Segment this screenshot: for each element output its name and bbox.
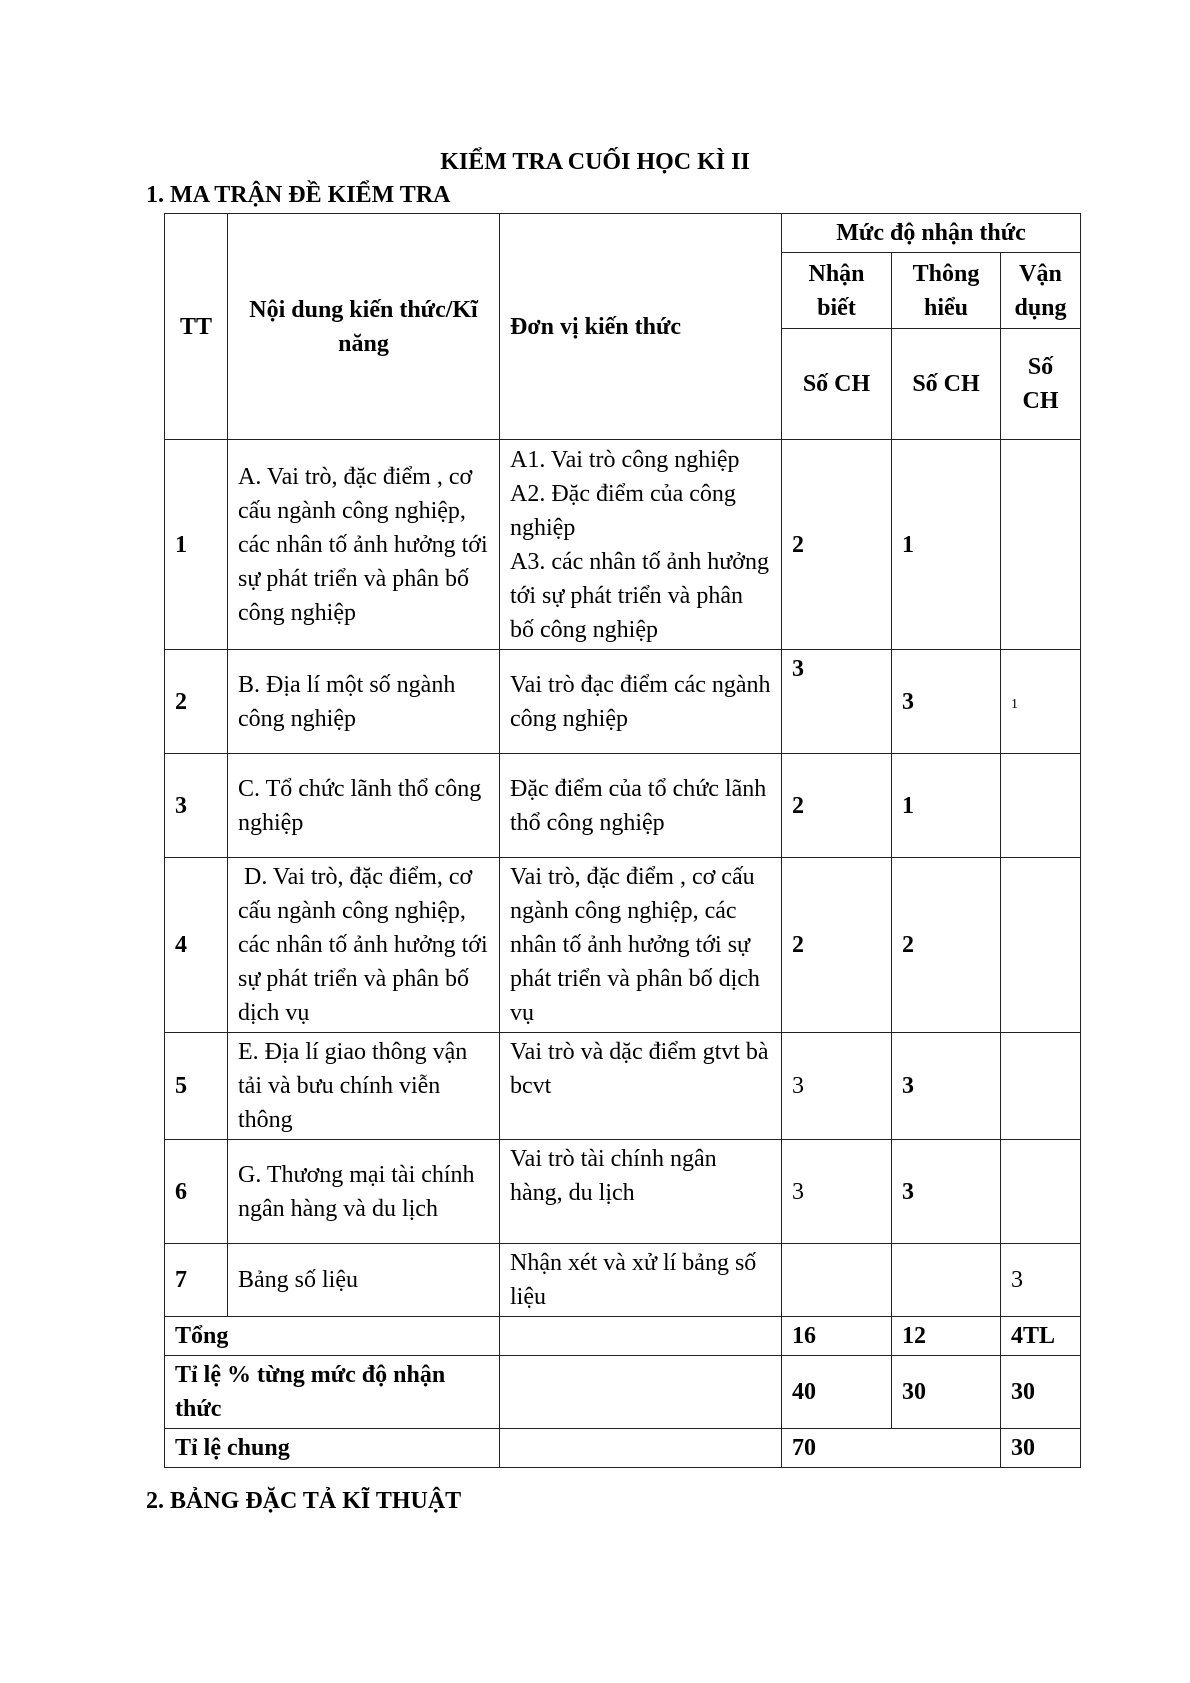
cell-don-vi: Nhận xét và xử lí bảng số liệu (500, 1244, 782, 1317)
total-nhan-biet: 16 (782, 1317, 892, 1356)
section-heading-matrix: 1. MA TRẬN ĐỀ KIỂM TRA (146, 182, 451, 208)
cell-nhan-biet: 2 (782, 858, 892, 1033)
ratio-label: Tỉ lệ % từng mức độ nhận thức (165, 1356, 500, 1429)
overall-ratio-row (165, 1429, 1081, 1468)
ratio-van-dung: 30 (1001, 1356, 1081, 1429)
total-label: Tổng (165, 1317, 500, 1356)
cell-van-dung (1001, 754, 1081, 858)
cell-noi-dung: A. Vai trò, đặc điểm , cơ cấu ngành công nghiệp, các nhân tố ảnh hưởng tới sự phát triển và phân bố công nghiệp (228, 440, 500, 650)
cell-thong-hieu: 3 (892, 650, 1001, 754)
cell-noi-dung: B. Địa lí một số ngành công nghiệp (228, 650, 500, 754)
cell-nhan-biet: 2 (782, 754, 892, 858)
header-so-ch: Số CH (1001, 329, 1081, 440)
ratio-thong-hieu: 30 (892, 1356, 1001, 1429)
cell-tt: 6 (165, 1140, 228, 1244)
empty-cell (500, 1429, 782, 1468)
cell-tt: 3 (165, 754, 228, 858)
header-so-ch: Số CH (782, 329, 892, 440)
cell-nhan-biet: 3 (782, 650, 892, 754)
page-title: KIỂM TRA CUỐI HỌC KÌ II (440, 149, 750, 175)
cell-nhan-biet: 3 (782, 1033, 892, 1140)
header-thong-hieu: Thông hiểu (892, 253, 1001, 329)
cell-nhan-biet (782, 1244, 892, 1317)
cell-van-dung (1001, 1140, 1081, 1244)
cell-thong-hieu: 1 (892, 754, 1001, 858)
cell-tt: 5 (165, 1033, 228, 1140)
cell-tt: 1 (165, 440, 228, 650)
cell-van-dung (1001, 440, 1081, 650)
cell-nhan-biet: 2 (782, 440, 892, 650)
table-row (165, 858, 1081, 1033)
cell-thong-hieu (892, 1244, 1001, 1317)
header-muc-do: Mức độ nhận thức (782, 214, 1081, 253)
cell-noi-dung: G. Thương mại tài chính ngân hàng và du lịch (228, 1140, 500, 1244)
table-row (165, 650, 1081, 754)
cell-don-vi: Vai trò đạc điểm các ngành công nghiệp (500, 650, 782, 754)
cell-tt: 7 (165, 1244, 228, 1317)
total-van-dung: 4TL (1001, 1317, 1081, 1356)
cell-noi-dung: E. Địa lí giao thông vận tải và bưu chính viễn thông (228, 1033, 500, 1140)
cell-don-vi: Vai trò tài chính ngân hàng, du lịch (500, 1140, 782, 1244)
empty-cell (500, 1356, 782, 1429)
table-row (165, 1033, 1081, 1140)
cell-noi-dung: C. Tổ chức lãnh thổ công nghiệp (228, 754, 500, 858)
header-nhan-biet: Nhận biết (782, 253, 892, 329)
overall-ratio-van-dung: 30 (1001, 1429, 1081, 1468)
cell-thong-hieu: 1 (892, 440, 1001, 650)
header-don-vi: Đơn vị kiến thức (500, 214, 782, 440)
cell-thong-hieu: 3 (892, 1140, 1001, 1244)
cell-noi-dung: D. Vai trò, đặc điểm, cơ cấu ngành công nghiệp, các nhân tố ảnh hưởng tới sự phát triển và phân bố dịch vụ (228, 858, 500, 1033)
cell-van-dung: 1 (1001, 650, 1081, 754)
table-row (165, 754, 1081, 858)
exam-matrix-table (164, 213, 1081, 1468)
total-row (165, 1317, 1081, 1356)
cell-don-vi: Vai trò và dặc điểm gtvt bà bcvt (500, 1033, 782, 1140)
cell-don-vi: Đặc điểm của tổ chức lãnh thổ công nghiệp (500, 754, 782, 858)
table-row (165, 1140, 1081, 1244)
cell-don-vi: Vai trò, đặc điểm , cơ cấu ngành công nghiệp, các nhân tố ảnh hưởng tới sự phát triển và phân bố dịch vụ (500, 858, 782, 1033)
ratio-row (165, 1356, 1081, 1429)
cell-nhan-biet: 3 (782, 1140, 892, 1244)
cell-tt: 2 (165, 650, 228, 754)
table-row (165, 440, 1081, 650)
cell-tt: 4 (165, 858, 228, 1033)
empty-cell (500, 1317, 782, 1356)
cell-van-dung: 3 (1001, 1244, 1081, 1317)
cell-van-dung (1001, 1033, 1081, 1140)
table-row (165, 1244, 1081, 1317)
total-thong-hieu: 12 (892, 1317, 1001, 1356)
header-van-dung: Vận dụng (1001, 253, 1081, 329)
ratio-nhan-biet: 40 (782, 1356, 892, 1429)
header-row (165, 214, 1081, 253)
header-so-ch: Số CH (892, 329, 1001, 440)
cell-don-vi: A1. Vai trò công nghiệp A2. Đặc điểm của công nghiệp A3. các nhân tố ảnh hưởng tới sự phát triển và phân bố công nghiệp (500, 440, 782, 650)
overall-ratio-nb-th: 70 (782, 1429, 1001, 1468)
cell-noi-dung: Bảng số liệu (228, 1244, 500, 1317)
cell-van-dung (1001, 858, 1081, 1033)
header-noi-dung: Nội dung kiến thức/Kĩ năng (228, 214, 500, 440)
overall-ratio-label: Tỉ lệ chung (165, 1429, 500, 1468)
cell-thong-hieu: 3 (892, 1033, 1001, 1140)
header-tt: TT (165, 214, 228, 440)
cell-thong-hieu: 2 (892, 858, 1001, 1033)
section-heading-specification: 2. BẢNG ĐẶC TẢ KĨ THUẬT (146, 1488, 462, 1514)
